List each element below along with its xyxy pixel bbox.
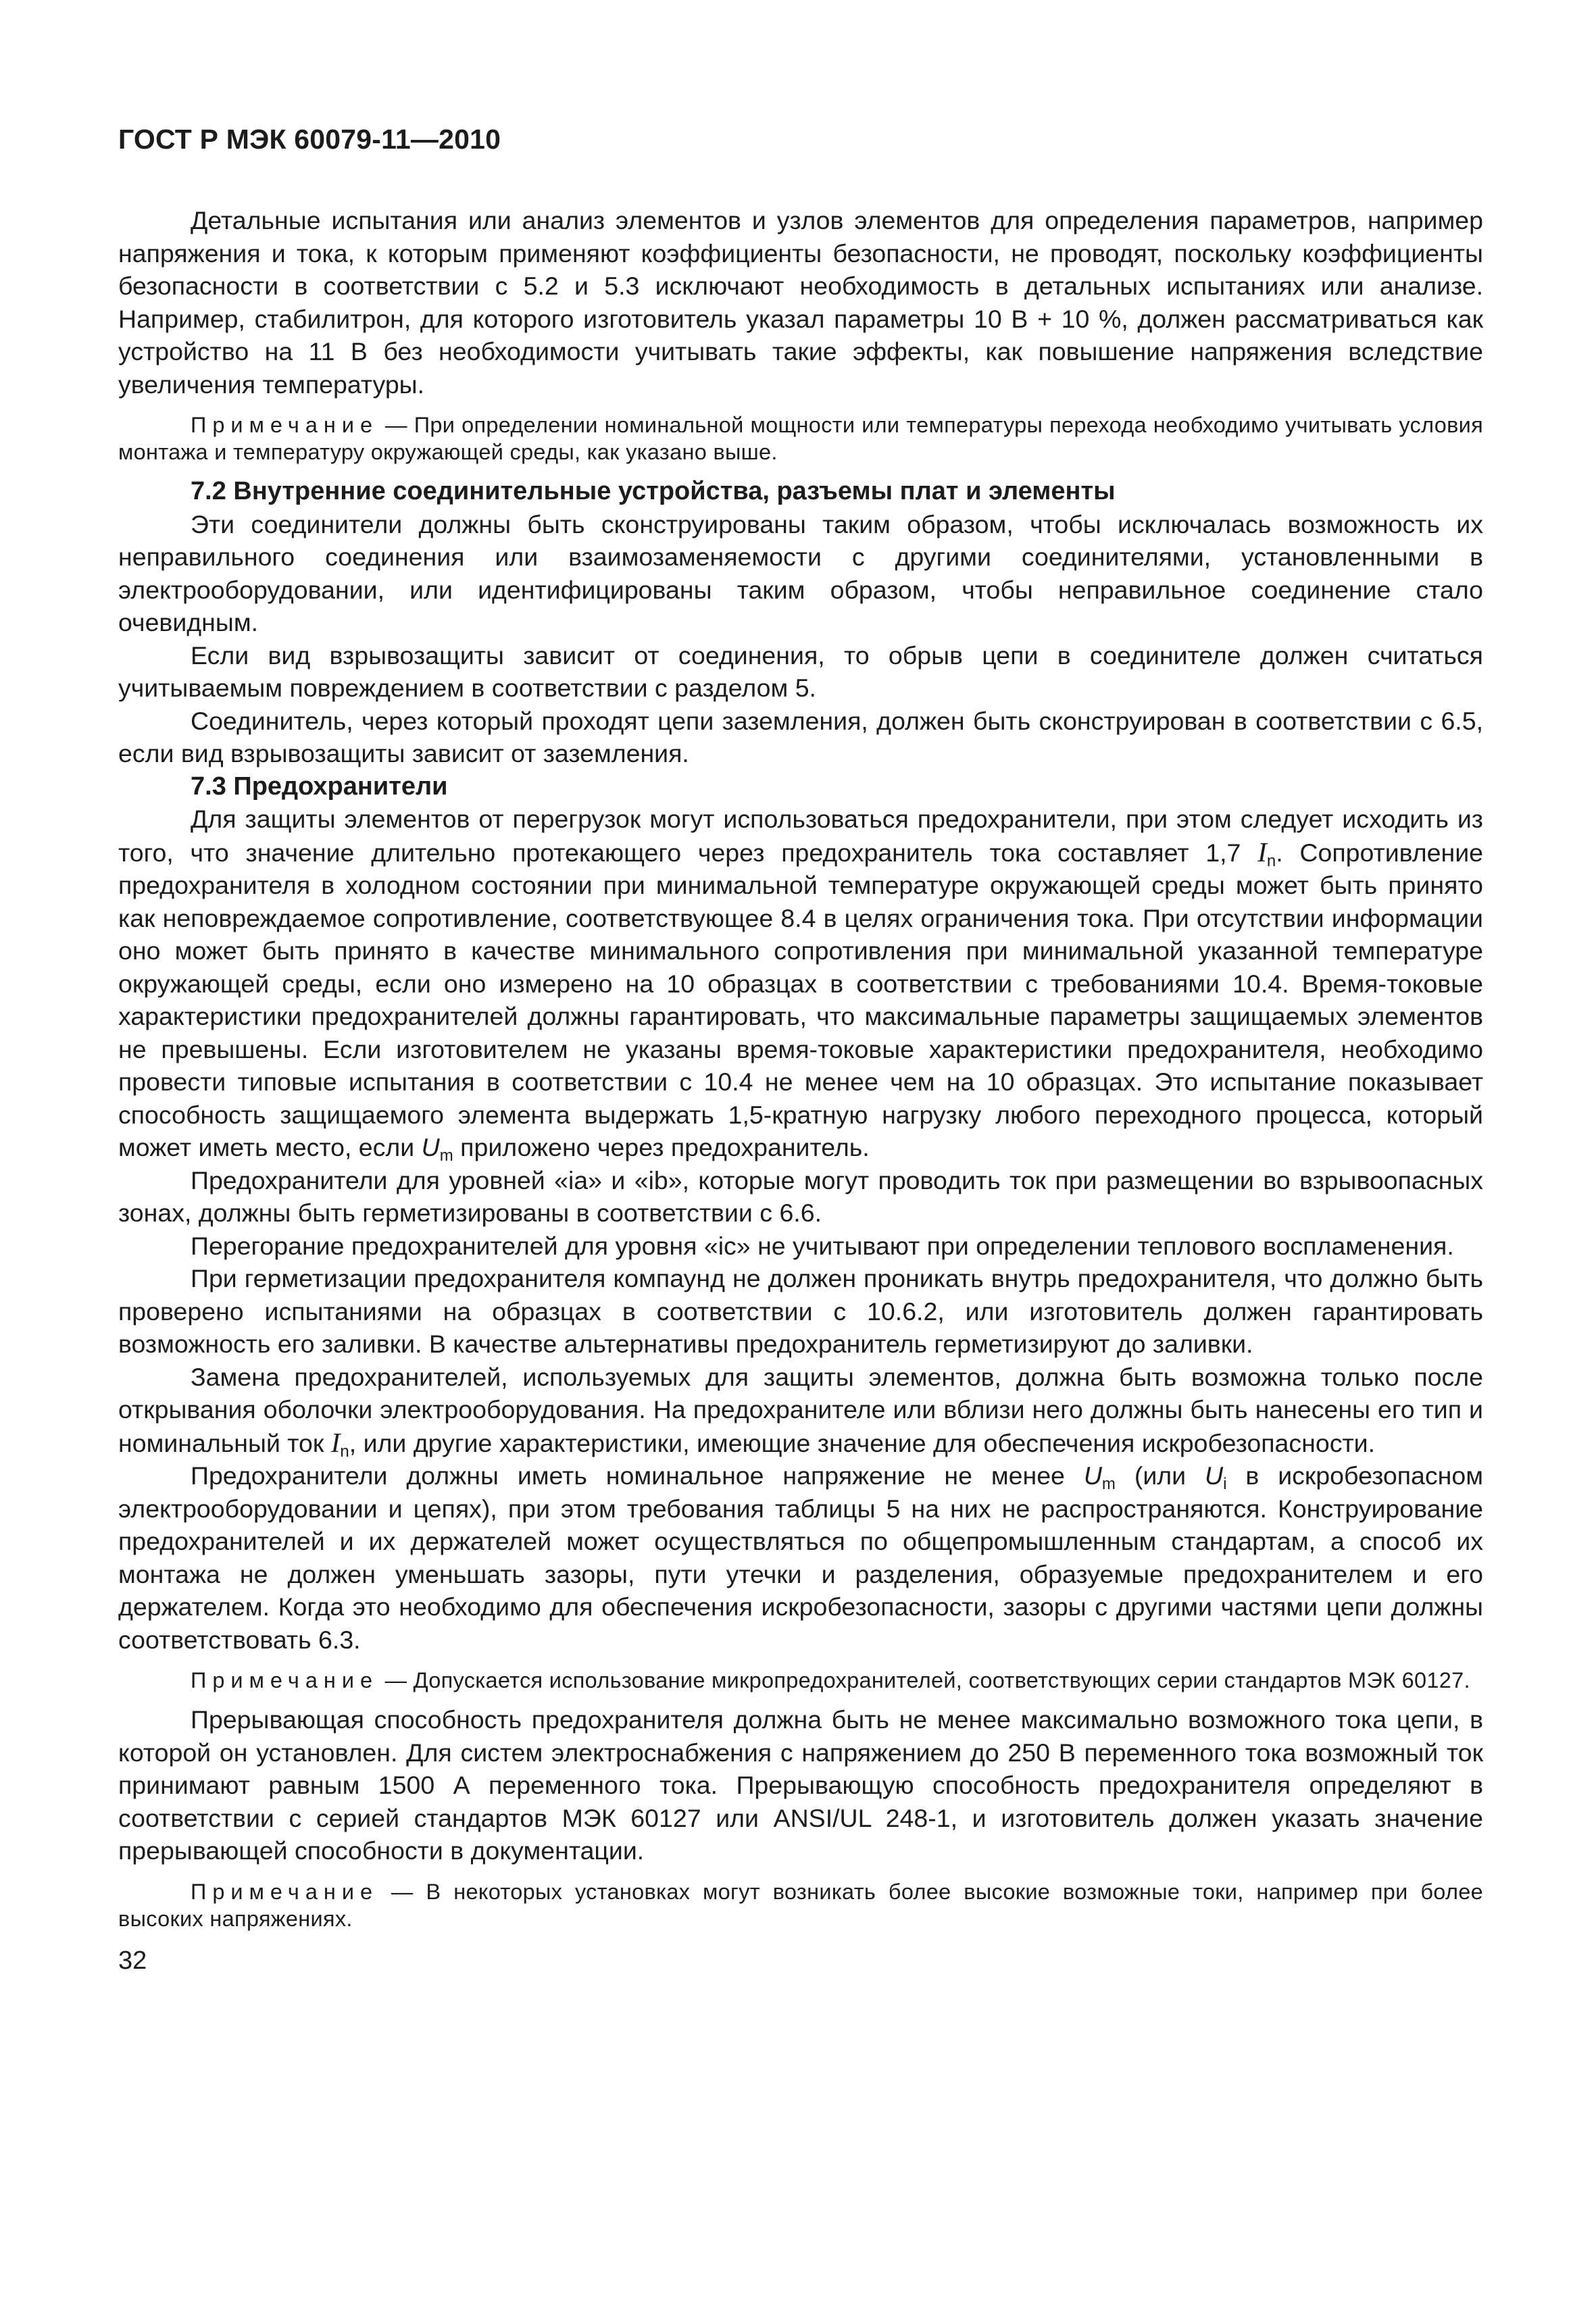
note-label: Примечание <box>191 413 379 437</box>
note-label: Примечание <box>191 1668 379 1692</box>
note-text: — Допускается использование микропредохранителей, соответствующих серии стандартов МЭК 60127. <box>378 1668 1470 1692</box>
paragraph-detailed-tests: Детальные испытания или анализ элементов и узлов элементов для определения параметров, например напряжения и тока, к которым применяют коэффициенты безопасности, не проводят, поскольку коэффициенты безопасности в соответствии с 5.2 и 5.3 исключают необходимость в детальных испытаниях или анализе. Например, стабилитрон, для которого изготовитель указал параметры 10 В + 10 %, должен рассматриваться как устройство на 11 В без необходимости учитывать такие эффекты, как повышение напряжения вследствие увеличения температуры. <box>118 206 1483 399</box>
text-run: Предохранители должны иметь номинальное напряжение не менее <box>191 1461 1084 1490</box>
paragraph-fuses-rated-voltage <box>118 1459 1483 1656</box>
symbol-subscript: n <box>1266 851 1276 870</box>
paragraph-fuses-encapsulation: При герметизации предохранителя компаунд не должен проникать внутрь предохранителя, что должно быть проверено испытаниями на образцах в соответствии с 10.6.2, или изготовитель должен гарантировать возможность его заливки. В качестве альтернативы предохранитель герметизируют до заливки. <box>118 1264 1483 1358</box>
text-run: приложено через предохранитель. <box>453 1133 870 1161</box>
section-7-3-title: 7.3 Предохранители <box>191 772 448 801</box>
symbol-voltage: U <box>1205 1461 1224 1490</box>
symbol-subscript: n <box>340 1442 349 1461</box>
text-run: , или другие характеристики, имеющие значение для обеспечения искробезопасности. <box>349 1428 1376 1457</box>
text-run: . Сопротивление предохранителя в холодном состоянии при минимальной температуре окружающей среды может быть принято как неповреждаемое сопротивление, соответствующее 8.4 в целях ограничения тока. При отсутствии информации оно может быть принято в качестве минимального сопротивления при минимальной указанной температуре окружающей среды, если оно измерено на 10 образцах в соответствии с требованиями 10.4. Время-токовые характеристики предохранителей должны гарантировать, что максимальные параметры защищаемых элементов не превышены. Если изготовителем не указаны время-токовые характеристики предохранителя, необходимо провести типовые испытания в соответствии с 10.4 не менее чем на 10 образцах. Это испытание показывает способность защищаемого элемента выдержать 1,5-кратную нагрузку любого переходного процесса, который может иметь место, если <box>118 838 1483 1161</box>
note-higher-currents <box>118 1878 1483 1932</box>
paragraph-fuses-replacement <box>118 1361 1483 1460</box>
symbol-current: I <box>330 1426 341 1458</box>
symbol-voltage: U <box>421 1133 440 1161</box>
note-label: Примечание <box>191 1879 379 1904</box>
text-run: в искробезопасном электрооборудовании и цепях), при этом требования таблицы 5 на них не распространяются. Конструирование предохранителей и их держателей может осуществляться по общепромышленным стандартам, а способ их монтажа не должен уменьшать зазоры, пути утечки и разделения, образуемые предохранителем и его держателем. Когда это необходимо для обеспечения искробезопасности, зазоры с другими частями цепи должны соответствовать 6.3. <box>118 1461 1483 1654</box>
text-run: (или <box>1115 1461 1205 1490</box>
symbol-current: I <box>1257 836 1267 867</box>
symbol-subscript: m <box>439 1147 453 1165</box>
note-text: — В некоторых установках могут возникать более высокие возможные токи, например при более высоких напряжениях. <box>118 1879 1483 1931</box>
paragraph-connectors-earthing: Соединитель, через который проходят цепи заземления, должен быть сконструирован в соответствии с 6.5, если вид взрывозащиты зависит от заземления. <box>118 706 1483 768</box>
document-page <box>118 119 1483 1977</box>
paragraph-fuses-ic: Перегорание предохранителей для уровня «ic» не учитывают при определении теплового воспламенения. <box>191 1231 1454 1260</box>
text-run: Замена предохранителей, используемых для защиты элементов, должна быть возможна только после открывания оболочки электрооборудования. На предохранителе или вблизи него должны быть нанесены его тип и номинальный ток <box>118 1362 1483 1457</box>
note-text: — При определении номинальной мощности или температуры перехода необходимо учитывать условия монтажа и температуру окружающей среды, как указано выше. <box>118 413 1483 464</box>
page-number: 32 <box>118 1946 147 1975</box>
paragraph-connectors-design: Эти соединители должны быть сконструированы таким образом, чтобы исключалась возможность их неправильного соединения или взаимозаменяемости с другими соединителями, установленными в электрооборудовании, или идентифицированы таким образом, чтобы неправильное соединение стало очевидным. <box>118 509 1483 636</box>
paragraph-connectors-open-circuit: Если вид взрывозащиты зависит от соединения, то обрыв цепи в соединителе должен считаться учитываемым повреждением в соответствии с разделом 5. <box>118 640 1483 702</box>
symbol-subscript: m <box>1101 1475 1116 1493</box>
symbol-voltage: U <box>1083 1461 1102 1490</box>
paragraph-fuses-ia-ib: Предохранители для уровней «ia» и «ib», которые могут проводить ток при размещении во взрывоопасных зонах, должны быть герметизированы в соответствии с 6.6. <box>118 1165 1483 1227</box>
paragraph-fuses-overload <box>118 803 1483 1164</box>
symbol-subscript: i <box>1223 1475 1227 1493</box>
paragraph-fuses-breaking-capacity: Прерывающая способность предохранителя должна быть не менее максимально возможного тока цепи, в которой он установлен. Для систем электроснабжения с напряжением до 250 В переменного тока возможный ток принимают равным 1500 А переменного тока. Прерывающую способность предохранителя определяют в соответствии с серией стандартов МЭК 60127 или ANSI/UL 248-1, и изготовитель должен указать значение прерывающей способности в документации. <box>118 1705 1483 1865</box>
standard-code-header: ГОСТ Р МЭК 60079-11—2010 <box>118 124 501 155</box>
section-7-2-title: 7.2 Внутренние соединительные устройства, разъемы плат и элементы <box>191 477 1116 505</box>
note-rated-power <box>118 411 1483 466</box>
text-run: Для защиты элементов от перегрузок могут использоваться предохранители, при этом следует исходить из того, что значение длительно протекающего через предохранитель тока составляет 1,7 <box>118 805 1483 867</box>
note-microfuses <box>118 1667 1483 1694</box>
